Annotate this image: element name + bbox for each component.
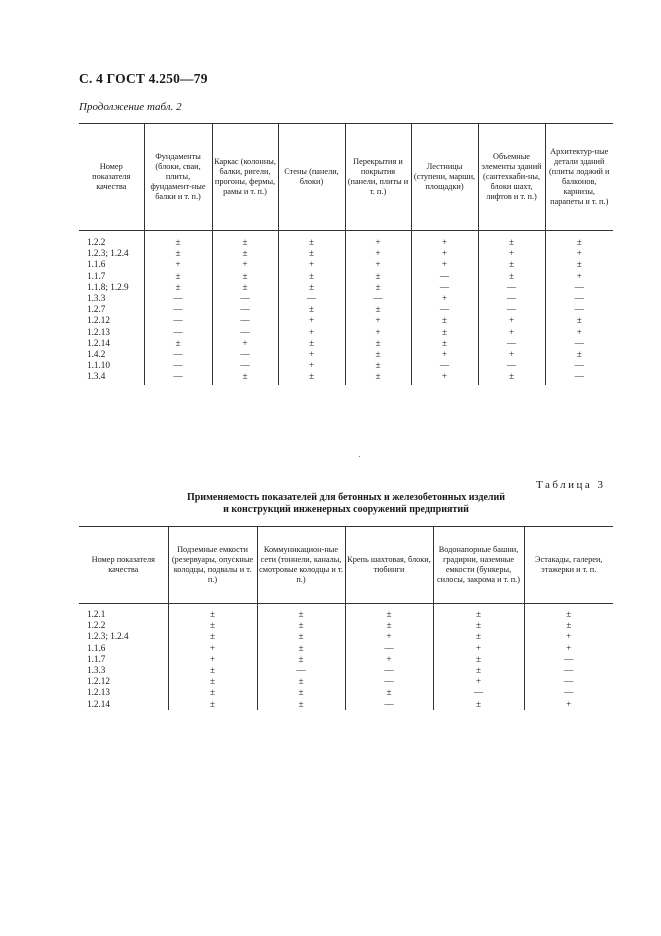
continuation-note: Продолжение табл. 2	[79, 101, 182, 113]
row-label: 1.1.7	[87, 270, 106, 281]
table-cell: +	[345, 654, 433, 665]
table-row	[79, 259, 613, 270]
table-cell: ±	[144, 282, 212, 293]
row-label: 1.2.7	[87, 304, 106, 315]
table2-column-header-0: Номер показателя качества	[92, 162, 131, 191]
table-cell: ±	[144, 248, 212, 259]
table-cell: —	[478, 304, 545, 315]
table-row	[79, 604, 613, 621]
table2-column-header-7: Архитектур-ные детали зданий (плиты лоджий и балконов, карнизы, парапеты и т. п.)	[545, 124, 613, 231]
table-cell: ±	[433, 699, 524, 710]
table-cell: —	[411, 282, 478, 293]
table-cell: ±	[168, 687, 257, 698]
table-cell: —	[212, 304, 278, 315]
table-row	[79, 643, 613, 654]
table-row	[79, 248, 613, 259]
table-cell: +	[278, 259, 345, 270]
table-cell: +	[345, 315, 411, 326]
page-header: С. 4 ГОСТ 4.250—79	[79, 71, 208, 86]
table-3	[79, 526, 613, 710]
table-cell: —	[524, 676, 613, 687]
table-cell: —	[411, 360, 478, 371]
table-cell: ±	[545, 315, 613, 326]
table-cell: +	[144, 259, 212, 270]
table-cell: ±	[257, 687, 345, 698]
table-cell: —	[345, 293, 411, 304]
table-row	[79, 687, 613, 698]
table-cell: ±	[478, 271, 545, 282]
table-cell: ±	[478, 231, 545, 249]
table-cell: ±	[212, 282, 278, 293]
table-cell: ±	[478, 259, 545, 270]
table-row	[79, 293, 613, 304]
table-cell: ±	[545, 349, 613, 360]
table-cell: +	[278, 349, 345, 360]
table-cell: ±	[168, 699, 257, 710]
table-cell: +	[411, 231, 478, 249]
table-row	[79, 676, 613, 687]
table-cell: ±	[478, 371, 545, 384]
table-cell: ±	[278, 248, 345, 259]
table-cell: ±	[278, 231, 345, 249]
table2-column-header-3: Стены (панели, блоки)	[278, 124, 345, 231]
table-cell: +	[345, 248, 411, 259]
table-cell: ±	[278, 304, 345, 315]
table-cell: +	[345, 231, 411, 249]
table-row	[79, 631, 613, 642]
table-cell: ±	[278, 338, 345, 349]
table-cell: ±	[524, 620, 613, 631]
scan-speck	[359, 456, 360, 457]
table-cell: +	[411, 293, 478, 304]
table-cell: +	[411, 248, 478, 259]
table-cell: —	[257, 665, 345, 676]
row-label: 1.3.3	[87, 293, 106, 304]
table-row	[79, 665, 613, 676]
table-cell: ±	[257, 654, 345, 665]
table-cell: —	[545, 338, 613, 349]
table-cell: —	[433, 687, 524, 698]
row-label: 1.2.14	[87, 337, 110, 348]
table-cell: —	[545, 304, 613, 315]
table-cell: +	[168, 654, 257, 665]
table-row	[79, 231, 613, 249]
table3-column-header-4: Водонапорные башни, градирни, наземные емкости (бункеры, силосы, закрома и т. п.)	[433, 527, 524, 604]
table-cell: ±	[278, 371, 345, 384]
table-cell: —	[212, 327, 278, 338]
table-cell: —	[278, 293, 345, 304]
row-label: 1.2.13	[87, 687, 110, 698]
row-label: 1.2.12	[87, 315, 110, 326]
table-cell: ±	[433, 654, 524, 665]
table-cell: —	[545, 293, 613, 304]
table-cell: —	[144, 304, 212, 315]
table-cell: +	[278, 327, 345, 338]
table-cell: ±	[257, 676, 345, 687]
table-cell: —	[212, 349, 278, 360]
table3-column-header-2: Коммуникацион-ные сети (тоннели, каналы, смотровые колодцы и т. п.)	[257, 527, 345, 604]
table-cell: ±	[144, 338, 212, 349]
row-label: 1.4.2	[87, 349, 106, 360]
table-3-title-line-1: Применяемость показателей для бетонных и железобетонных изделий	[186, 492, 506, 503]
table-row	[79, 371, 613, 384]
table-cell: ±	[345, 271, 411, 282]
table-cell: ±	[545, 259, 613, 270]
table-cell: ±	[411, 315, 478, 326]
table-cell: ±	[257, 643, 345, 654]
table-cell: +	[411, 349, 478, 360]
table-cell: ±	[168, 620, 257, 631]
table-cell: ±	[345, 338, 411, 349]
table-cell: ±	[257, 604, 345, 621]
table-3-header	[79, 527, 613, 604]
table-cell: —	[345, 699, 433, 710]
table-row	[79, 360, 613, 371]
table-cell: ±	[257, 620, 345, 631]
table-cell: ±	[345, 360, 411, 371]
table-cell: +	[345, 259, 411, 270]
table-row	[79, 699, 613, 710]
table-cell: +	[433, 676, 524, 687]
table-cell: ±	[345, 349, 411, 360]
row-label: 1.2.14	[87, 698, 110, 709]
table-cell: +	[411, 259, 478, 270]
table-cell: —	[144, 349, 212, 360]
table-3-label: Таблица 3	[536, 479, 606, 491]
table-cell: +	[545, 248, 613, 259]
table-cell: +	[345, 327, 411, 338]
table-cell: ±	[433, 604, 524, 621]
table-cell: ±	[168, 676, 257, 687]
table-cell: +	[545, 271, 613, 282]
table-row	[79, 654, 613, 665]
table-3-title-line-2: и конструкций инженерных сооружений предприятий	[223, 504, 469, 515]
table-cell: —	[524, 687, 613, 698]
table-cell: —	[478, 282, 545, 293]
table-cell: —	[524, 654, 613, 665]
row-label: 1.2.3; 1.2.4	[87, 248, 129, 259]
table-cell: —	[478, 293, 545, 304]
table-cell: —	[545, 371, 613, 384]
table-row	[79, 271, 613, 282]
table-cell: ±	[524, 604, 613, 621]
table-row	[79, 338, 613, 349]
table2-column-header-2: Каркас (колонны, балки, ригели, прогоны, фермы, рамы и т. п.)	[212, 124, 278, 231]
row-label: 1.2.12	[87, 676, 110, 687]
table-cell: ±	[345, 371, 411, 384]
table-cell: —	[144, 293, 212, 304]
table-cell: —	[212, 315, 278, 326]
table-3-title	[79, 492, 613, 516]
row-label: 1.2.3; 1.2.4	[87, 631, 129, 642]
table-cell: —	[345, 643, 433, 654]
table-row	[79, 282, 613, 293]
table-row	[79, 349, 613, 360]
table-cell: +	[212, 338, 278, 349]
table-cell: +	[478, 349, 545, 360]
table-cell: ±	[257, 699, 345, 710]
table-cell: +	[478, 315, 545, 326]
table-cell: +	[433, 643, 524, 654]
table-cell: +	[524, 699, 613, 710]
table-cell: ±	[411, 338, 478, 349]
table-cell: +	[524, 643, 613, 654]
table-cell: ±	[345, 604, 433, 621]
table-cell: —	[212, 293, 278, 304]
table3-column-header-0: Номер показателя качества	[91, 555, 155, 574]
table-cell: ±	[345, 304, 411, 315]
table-cell: —	[524, 665, 613, 676]
table-cell: ±	[144, 271, 212, 282]
table-cell: —	[144, 315, 212, 326]
table2-column-header-4: Перекрытия и покрытия (панели, плиты и т. п.)	[345, 124, 411, 231]
table-cell: +	[278, 315, 345, 326]
row-label: 1.2.2	[87, 237, 106, 247]
table-cell: +	[345, 631, 433, 642]
table2-column-header-1: Фундаменты (блоки, сваи, плиты, фундамент-ные балки и т. п.)	[144, 124, 212, 231]
table-row	[79, 304, 613, 315]
table-cell: ±	[168, 631, 257, 642]
row-label: 1.1.6	[87, 259, 106, 270]
table-cell: ±	[212, 271, 278, 282]
table-cell: —	[144, 371, 212, 384]
row-label: 1.3.3	[87, 665, 106, 676]
row-label: 1.1.8; 1.2.9	[87, 281, 129, 292]
table-cell: +	[524, 631, 613, 642]
table-cell: —	[345, 665, 433, 676]
table-cell: ±	[212, 231, 278, 249]
table-cell: ±	[545, 231, 613, 249]
table-cell: —	[212, 360, 278, 371]
table-cell: ±	[212, 371, 278, 384]
table3-column-header-5: Эстакады, галереи, этажерки и т. п.	[524, 527, 613, 604]
table-cell: ±	[278, 271, 345, 282]
table-row	[79, 327, 613, 338]
table-cell: ±	[433, 620, 524, 631]
table2-column-header-5: Лестницы (ступени, марши, площадки)	[411, 124, 478, 231]
row-label: 1.3.4	[87, 371, 106, 382]
table-cell: —	[144, 360, 212, 371]
table-cell: ±	[411, 327, 478, 338]
table-cell: +	[212, 259, 278, 270]
row-label: 1.1.6	[87, 642, 106, 653]
table2-column-header-6: Объемные элементы зданий (сантехкаби-ны, блоки шахт, лифтов и т. п.)	[478, 124, 545, 231]
table-cell: +	[545, 327, 613, 338]
table-2-header	[79, 124, 613, 231]
table-row	[79, 315, 613, 326]
table-cell: +	[411, 371, 478, 384]
row-label: 1.1.10	[87, 360, 110, 371]
row-label: 1.2.1	[87, 609, 106, 619]
table-cell: —	[144, 327, 212, 338]
table-cell: +	[278, 360, 345, 371]
table-cell: ±	[168, 604, 257, 621]
table-2-body	[79, 231, 613, 385]
table-2	[79, 123, 613, 385]
table-cell: —	[478, 360, 545, 371]
table-cell: ±	[345, 687, 433, 698]
table-row	[79, 620, 613, 631]
table-cell: —	[411, 271, 478, 282]
table-cell: ±	[212, 248, 278, 259]
table-cell: —	[545, 360, 613, 371]
table-cell: +	[168, 643, 257, 654]
table-cell: ±	[168, 665, 257, 676]
table-cell: —	[345, 676, 433, 687]
row-label: 1.2.13	[87, 326, 110, 337]
row-label: 1.2.2	[87, 620, 106, 631]
table-cell: ±	[345, 282, 411, 293]
table-cell: ±	[144, 231, 212, 249]
table-cell: ±	[433, 665, 524, 676]
table-cell: ±	[433, 631, 524, 642]
table-cell: —	[545, 282, 613, 293]
table-cell: +	[478, 248, 545, 259]
table-cell: —	[478, 338, 545, 349]
table-cell: —	[411, 304, 478, 315]
table3-column-header-3: Крепь шахтовая, блоки, тюбинги	[345, 527, 433, 604]
table-cell: ±	[278, 282, 345, 293]
table-cell: +	[478, 327, 545, 338]
table-cell: ±	[345, 620, 433, 631]
table-cell: ±	[257, 631, 345, 642]
table3-column-header-1: Подземные емкости (резервуары, опускные колодцы, подвалы и т. п.)	[168, 527, 257, 604]
table-3-body	[79, 604, 613, 710]
row-label: 1.1.7	[87, 653, 106, 664]
